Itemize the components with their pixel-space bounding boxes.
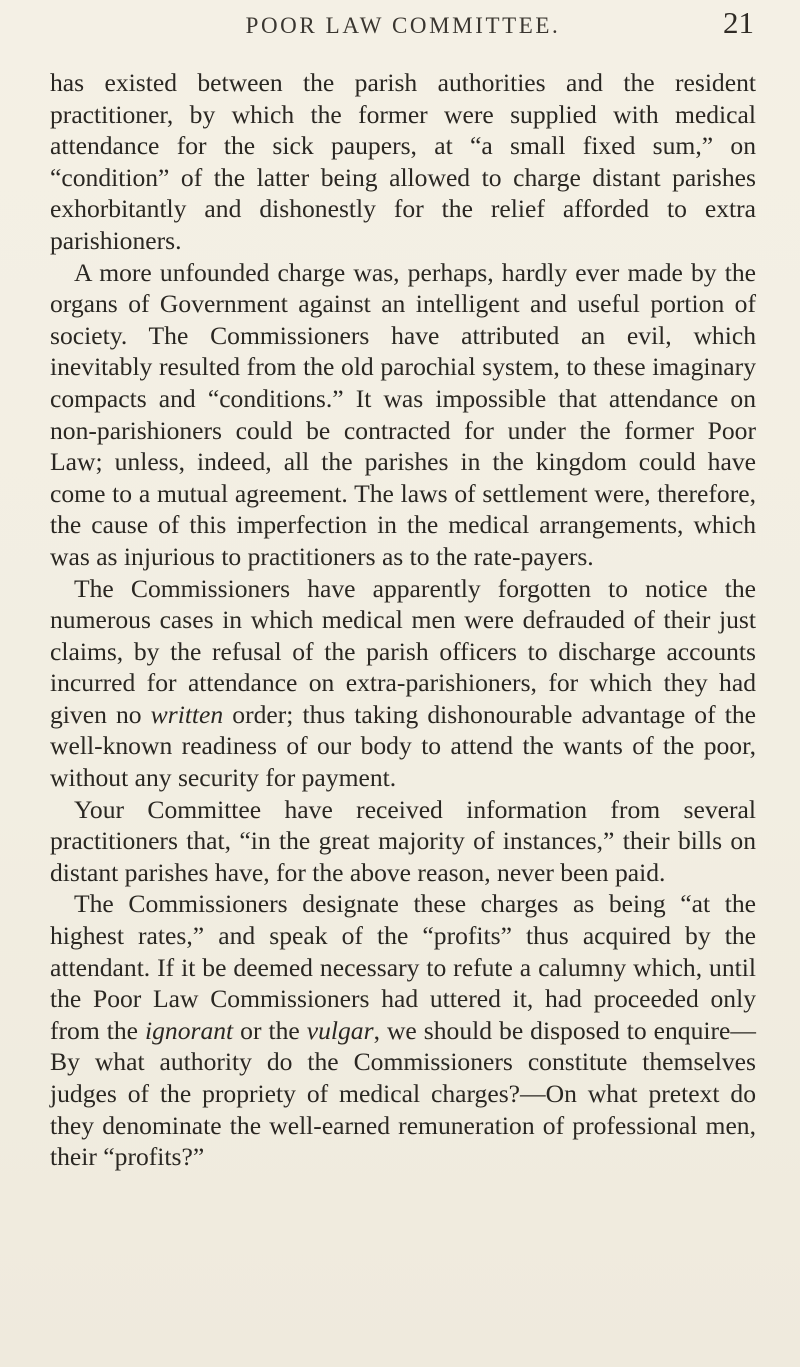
- paragraph-1: [50, 67, 756, 257]
- paragraph-4: [50, 794, 756, 889]
- text-run: The Commissioners have apparently forgotten to notice the numerous cases in which medical men were defrauded of their just claims, by the refusal of the parish officers to discharge accounts incurred for attendance on extra-parishioners, for which they had given no: [50, 573, 756, 729]
- paragraph-2: [50, 257, 756, 573]
- text-run: has existed between the parish authorities and the resident practitioner, by which the former were supplied with medical attendance for the sick paupers, at “a small fixed sum,” on “condition” of the latter being allowed to charge distant parishes exhorbitantly and dishonestly for the relief afforded to extra parishioners.: [50, 68, 756, 255]
- text-run: order; thus taking dishonourable advantage of the well-known readiness of our body to attend the wants of the poor, without any security for payment.: [50, 699, 756, 793]
- paragraph-3: [50, 573, 756, 794]
- text-run: , we should be disposed to enquire—By what authority do the Commissioners constitute themselves judges of the propriety of medical charges?—On what pretext do they denominate the well-earned remuneration of professional men, their “profits?”: [50, 1015, 756, 1172]
- paragraph-5: [50, 888, 756, 1172]
- running-header: [50, 0, 756, 64]
- text-run: or the: [233, 1015, 307, 1045]
- italic-text: written: [150, 699, 224, 729]
- text-run: Your Committee have received information from several practitioners that, “in the great majority of instances,” their bills on distant parishes have, for the above reason, never been paid.: [50, 794, 756, 887]
- body-text: [50, 64, 756, 1173]
- text-run: The Commissioners designate these charges as being “at the highest rates,” and speak of the “profits” thus acquired by the attendant. If it be deemed necessary to refute a calumny which, until the Poor Law Commissioners had uttered it, had proceeded only from the: [50, 889, 756, 1045]
- page-number: 21: [723, 5, 754, 40]
- running-title: POOR LAW COMMITTEE.: [245, 13, 561, 38]
- text-run: A more unfounded charge was, perhaps, hardly ever made by the organs of Government against an intelligent and useful portion of society. The Commissioners have attributed an evil, which inevitably resulted from the old parochial system, to these imaginary compacts and “conditions.” It was impossible that attendance on non-parishioners could be contracted for under the former Poor Law; unless, indeed, all the parishes in the kingdom could have come to a mutual agreement. The laws of settlement were, therefore, the cause of this imperfection in the medical arrangements, which was as injurious to practitioners as to the rate-payers.: [50, 257, 756, 571]
- italic-text: vulgar: [306, 1015, 374, 1045]
- italic-text: ignorant: [145, 1015, 234, 1045]
